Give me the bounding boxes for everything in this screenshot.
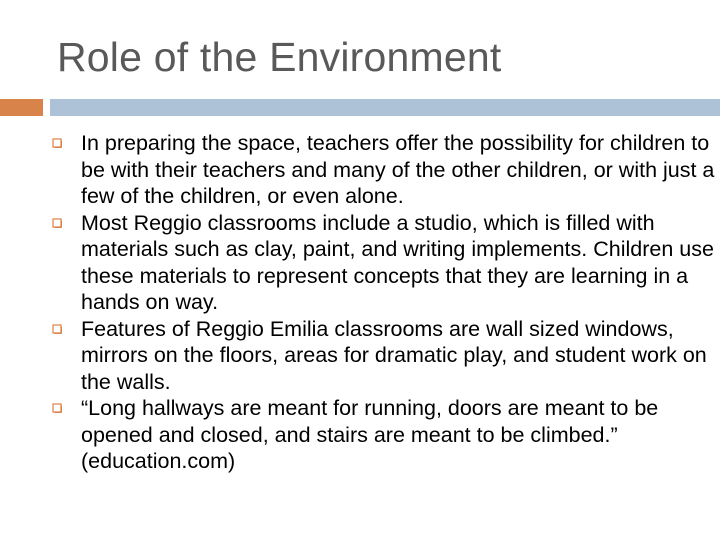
bullet-text: In preparing the space, teachers offer the possibility for children to be with their teachers and many of the other children, or with just a few of the children, or even alone. — [81, 131, 715, 208]
bullet-list — [40, 130, 716, 475]
title-accent-bar — [0, 99, 43, 116]
bullet-text: Most Reggio classrooms include a studio, which is filled with materials such as clay, paint, and writing implements. Children use these materials to represent concepts that they are learning in a hands on way. — [81, 210, 714, 314]
square-bullet-icon — [52, 138, 62, 148]
bullet-item — [40, 210, 716, 316]
bullet-item — [40, 130, 716, 210]
square-bullet-icon — [52, 403, 62, 413]
bullet-item — [40, 395, 716, 475]
square-bullet-icon — [52, 324, 62, 334]
title-divider-bar — [50, 99, 720, 116]
bullet-text: Features of Reggio Emilia classrooms are wall sized windows, mirrors on the floors, areas for dramatic play, and student work on the walls. — [81, 316, 707, 394]
bullet-text: “Long hallways are meant for running, doors are meant to be opened and closed, and stairs are meant to be climbed.” (education.com) — [81, 396, 659, 473]
square-bullet-icon — [52, 218, 62, 228]
slide-title: Role of the Environment — [57, 34, 502, 80]
bullet-item — [40, 316, 716, 396]
